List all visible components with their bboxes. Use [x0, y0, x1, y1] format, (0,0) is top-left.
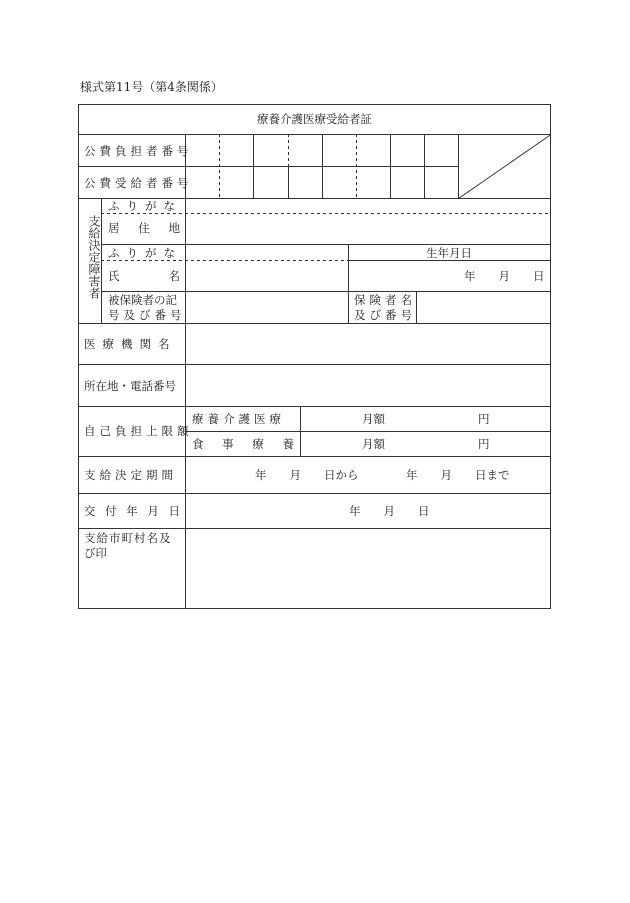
issue-date-label: 交付年月日: [84, 504, 180, 518]
municipality-label-line1: 支給市町村名及: [84, 531, 172, 545]
public-payer-number-label: 公費負担者番号: [84, 144, 193, 158]
birthdate-label: 生年月日: [426, 246, 472, 260]
period-label: 支給決定期間: [84, 468, 177, 482]
address-label: 居住地: [108, 221, 180, 235]
medical-care-label: 療養介護医療: [192, 412, 285, 426]
copay-limit-label: 自己負担上限額: [84, 424, 193, 438]
insured-label-line2: 号及び番号: [108, 308, 186, 322]
public-recipient-number-label: 公費受給者番号: [84, 176, 193, 190]
medical-yen-label: 円: [478, 412, 490, 426]
meal-monthly-label: 月額: [362, 437, 385, 451]
form-title: 療養介護医療受給者証: [257, 112, 372, 126]
furigana-label-address: ふりがな: [108, 199, 182, 213]
insurer-label-line2: 及び番号: [354, 308, 416, 322]
period-from: 年 月 日から: [255, 468, 359, 482]
insured-label-line1: 被保険者の記: [108, 293, 177, 307]
form-number: 様式第11号（第4条関係）: [80, 80, 223, 94]
period-to: 年 月 日まで: [406, 468, 510, 482]
name-label: 氏名: [108, 269, 180, 283]
decided-person-label: 支給決定障害者: [87, 215, 101, 299]
location-phone-label: 所在地・電話番号: [84, 379, 176, 393]
meal-care-label: 食事療養: [192, 437, 294, 451]
meal-yen-label: 円: [478, 437, 490, 451]
municipality-label-line2: び印: [84, 546, 107, 560]
medical-monthly-label: 月額: [362, 412, 385, 426]
furigana-label-name: ふりがな: [108, 246, 182, 260]
issue-date-value: 年 月 日: [349, 504, 430, 518]
medical-institution-label: 医療機関名: [84, 337, 177, 351]
birthdate-value: 年 月 日: [464, 269, 545, 283]
insurer-label-line1: 保険者名: [354, 293, 416, 307]
